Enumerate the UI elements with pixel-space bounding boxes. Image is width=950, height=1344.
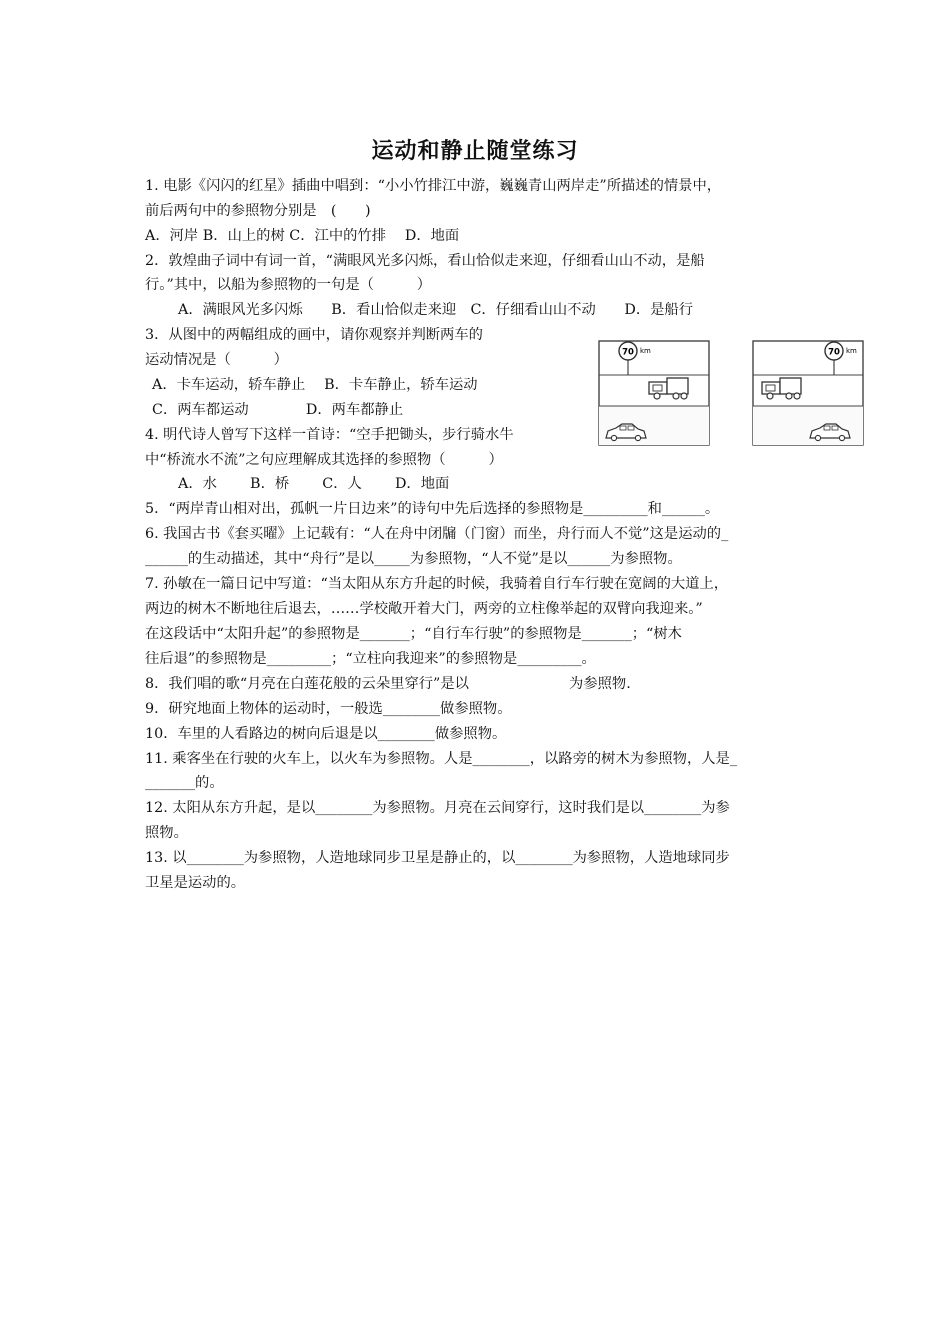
text-line: 前后两句中的参照物分别是 ( ) [145,203,371,219]
text-line: A．水 B．桥 C．人 D．地面 [178,476,450,492]
text-line: 11. 乘客坐在行驶的火车上，以火车为参照物。人是________，以路旁的树木为参照物，人是_ [145,751,738,767]
speed-sign-unit: km [640,347,651,355]
text-line: 9．研究地面上物体的运动时，一般选________做参照物。 [145,701,512,717]
text-line: ______的生动描述，其中“舟行”是以_____为参照物，“人不觉”是以______为参照物。 [145,551,682,567]
motion-figure-panel-1 [598,340,710,446]
text-line: 两边的树木不断地往后退去，……学校敞开着大门，两旁的立柱像举起的双臂向我迎来。” [145,601,703,617]
speed-sign-value: 70 [622,347,634,358]
text-line: 卫星是运动的。 [145,875,246,891]
text-line: 8．我们唱的歌“月亮在白莲花般的云朵里穿行”是以 为参照物. [145,676,631,692]
text-line: 5．“两岸青山相对出，孤帆一片日边来”的诗句中先后选择的参照物是_________和______。 [145,501,720,517]
text-line: 12. 太阳从东方升起，是以________为参照物。月亮在云间穿行，这时我们是以________为参 [145,800,730,816]
text-line: 照物。 [145,825,188,841]
text-line: 1. 电影《闪闪的红星》插曲中唱到：“小小竹排江中游，巍巍青山两岸走”所描述的情景中， [145,178,722,194]
text-line: A．卡车运动，轿车静止 B．卡车静止，轿车运动 [152,377,478,393]
text-line: A．河岸 B．山上的树 C．江中的竹排 D．地面 [145,228,460,244]
text-line: 4. 明代诗人曾写下这样一首诗：“空手把锄头，步行骑水牛 [145,427,514,443]
motion-figure-panel-2 [752,340,864,446]
text-line: 行。”其中，以船为参照物的一句是（ ） [145,277,432,293]
page-title: 运动和静止随堂练习 [371,139,579,164]
text-line: 往后退”的参照物是_________；“立柱向我迎来”的参照物是_________。 [145,651,596,667]
speed-sign-value: 70 [828,347,840,358]
text-line: 13. 以________为参照物，人造地球同步卫星是静止的，以________为参照物，人造地球同步 [145,850,730,866]
text-line: A．满眼风光多闪烁 B．看山恰似走来迎 C．仔细看山山不动 D．是船行 [178,302,694,318]
text-line: 在这段话中“太阳升起”的参照物是_______；“自行车行驶”的参照物是_______；“树木 [145,626,682,642]
text-line: 2．敦煌曲子词中有词一首，“满眼风光多闪烁，看山恰似走来迎，仔细看山山不动，是船 [145,253,705,269]
text-line: C．两车都运动 D．两车都静止 [152,402,404,418]
text-line: 运动情况是（ ） [145,352,288,368]
text-line: 3．从图中的两幅组成的画中，请你观察并判断两车的 [145,327,483,343]
speed-sign-unit: km [846,347,857,355]
text-line: 10．车里的人看路边的树向后退是以________做参照物。 [145,726,507,742]
text-line: 7. 孙敏在一篇日记中写道：“当太阳从东方升起的时候，我骑着自行车行驶在宽阔的大道上， [145,576,729,592]
text-line: _______的。 [145,775,224,791]
text-line: 中“桥流水不流”之句应理解成其选择的参照物（ ） [145,452,503,468]
text-line: 6. 我国古书《套买曜》上记载有：“人在舟中闭牖（门窗）而坐，舟行而人不觉”这是运动的_ [145,526,729,542]
